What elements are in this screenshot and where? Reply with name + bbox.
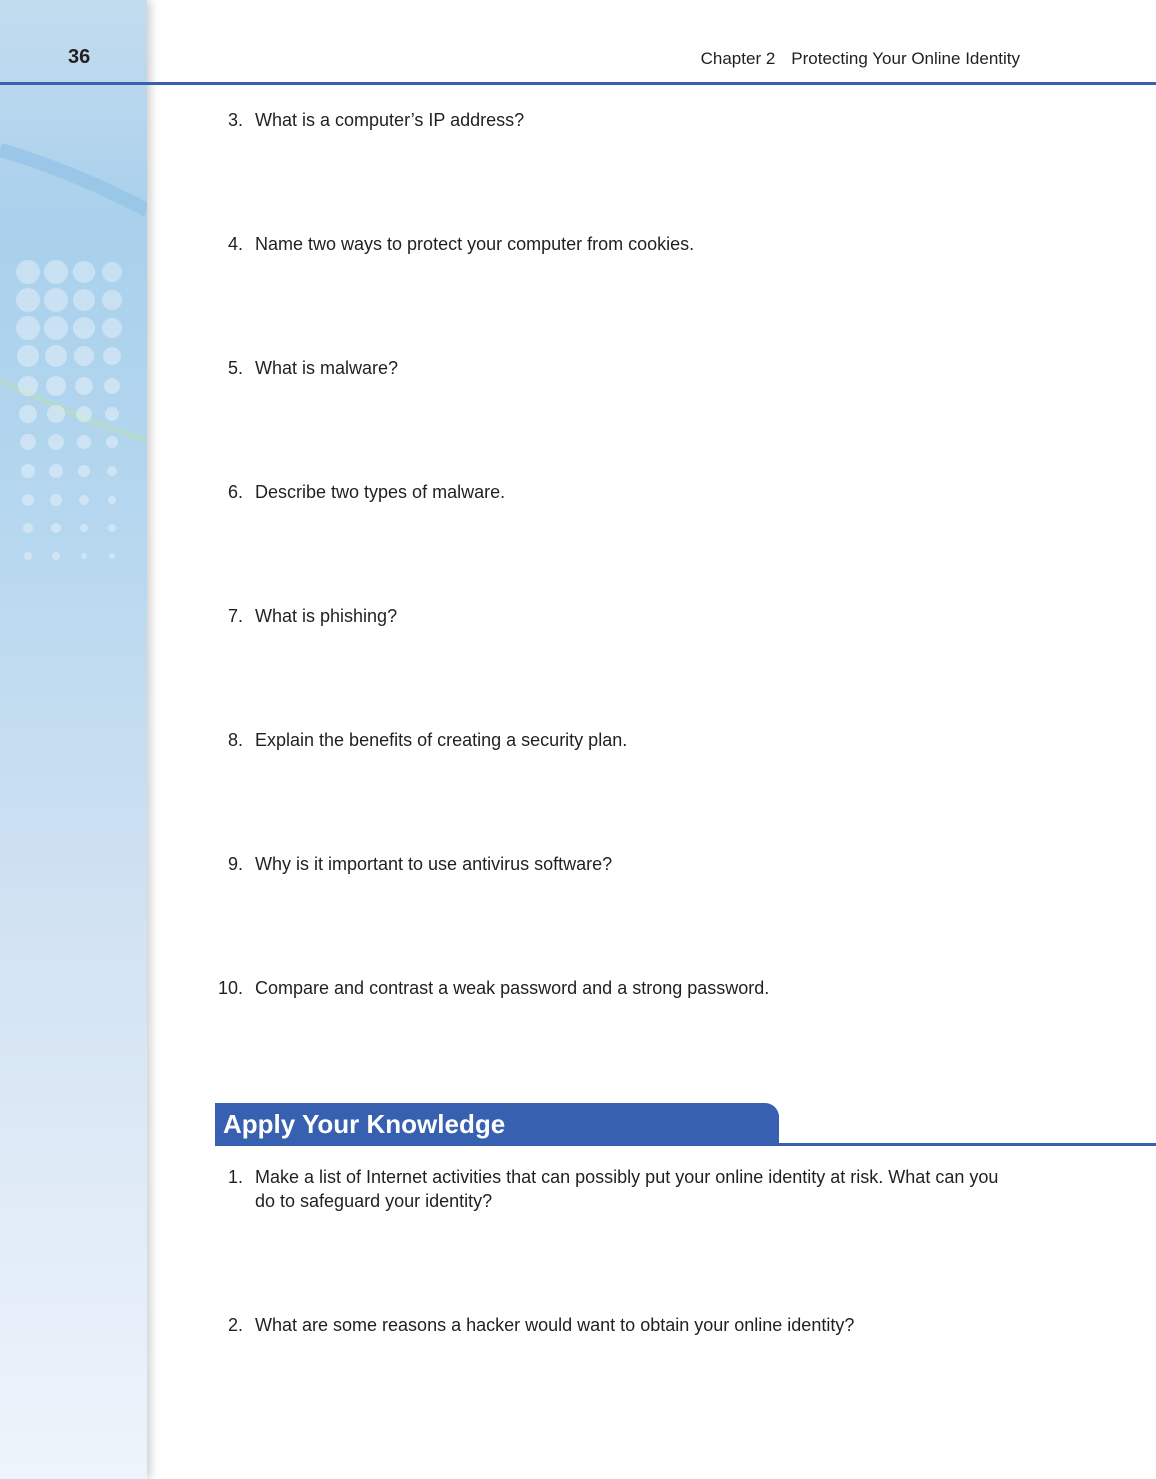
- header-rule: [0, 82, 1156, 85]
- apply-item: [200, 1313, 1020, 1337]
- running-header: [701, 49, 1020, 69]
- question-text: What is a computer’s IP address?: [255, 110, 525, 130]
- question-item: [200, 604, 1020, 628]
- question-item: [200, 480, 1020, 504]
- chapter-title: Protecting Your Online Identity: [791, 49, 1020, 68]
- question-number: 3.: [227, 110, 243, 130]
- apply-number: 2.: [227, 1315, 243, 1335]
- page-number: 36: [68, 46, 91, 68]
- question-text: Describe two types of malware.: [255, 482, 506, 502]
- section-banner: [215, 1103, 779, 1145]
- question-number: 8.: [227, 730, 243, 750]
- question-item: [200, 852, 1020, 876]
- question-text: Why is it important to use antivirus software?: [255, 854, 613, 874]
- apply-text: What are some reasons a hacker would want to obtain your online identity?: [255, 1315, 855, 1335]
- question-number: 5.: [227, 358, 243, 378]
- question-text: Name two ways to protect your computer from cookies.: [255, 234, 695, 254]
- question-text: Explain the benefits of creating a security plan.: [255, 730, 628, 750]
- question-item: [200, 976, 1020, 1000]
- question-text: What is malware?: [255, 358, 399, 378]
- question-item: [200, 356, 1020, 380]
- question-text: What is phishing?: [255, 606, 398, 626]
- decorative-sidebar: [0, 0, 147, 1479]
- question-item: [200, 108, 1020, 132]
- sidebar-wave-pattern: [0, 0, 147, 720]
- question-number: 9.: [227, 854, 243, 874]
- question-number: 4.: [227, 234, 243, 254]
- apply-item: [200, 1165, 1020, 1213]
- question-number: 6.: [227, 482, 243, 502]
- question-item: [200, 728, 1020, 752]
- section-heading: Apply Your Knowledge: [223, 1109, 506, 1139]
- apply-text: Make a list of Internet activities that can possibly put your online identity at risk. What can you do to safeguard your identity?: [255, 1167, 999, 1211]
- question-item: [200, 232, 1020, 256]
- chapter-label: Chapter 2: [700, 49, 776, 68]
- apply-number: 1.: [227, 1167, 243, 1187]
- question-text: Compare and contrast a weak password and a strong password.: [255, 978, 770, 998]
- question-number: 10.: [217, 978, 243, 998]
- question-number: 7.: [227, 606, 243, 626]
